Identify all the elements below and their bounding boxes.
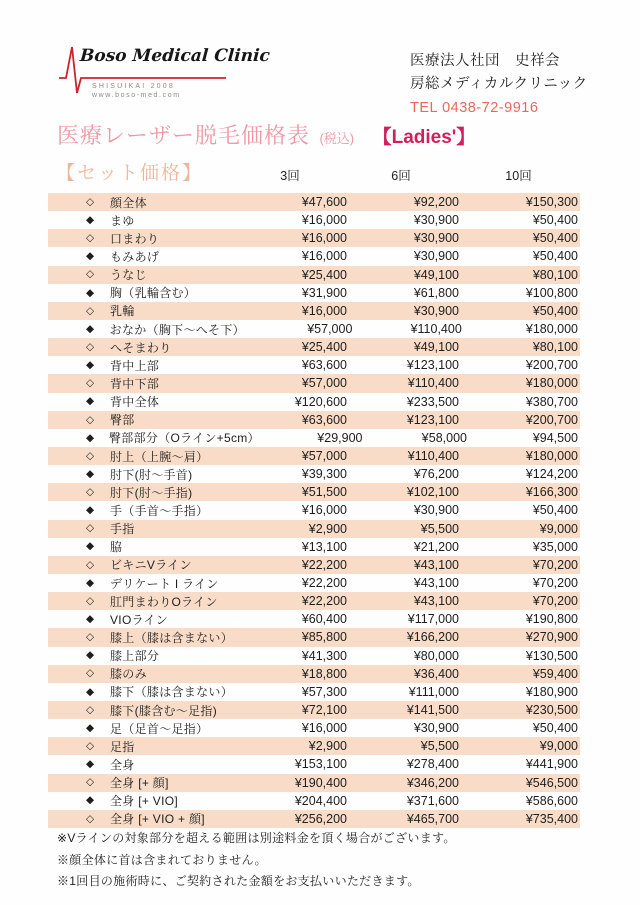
logo-subtitle: SHISUIKAI 2008	[92, 83, 175, 90]
diamond-bullet-icon: ◆	[86, 721, 95, 734]
body-part-label: VIOライン	[110, 612, 169, 627]
diamond-bullet-icon: ◇	[86, 340, 95, 353]
body-part-label: 背中下部	[110, 376, 160, 391]
price-10times: ¥50,400	[532, 303, 578, 318]
price-3times: ¥41,300	[301, 648, 347, 663]
footnotes	[57, 828, 456, 893]
price-6times: ¥43,100	[413, 557, 459, 572]
table-row	[48, 810, 580, 828]
price-3times: ¥16,000	[301, 303, 347, 318]
price-3times: ¥29,900	[317, 430, 363, 445]
table-row	[48, 501, 580, 519]
price-3times: ¥47,600	[301, 195, 347, 210]
price-3times: ¥153,100	[294, 757, 347, 772]
price-6times: ¥117,000	[407, 612, 459, 627]
price-10times: ¥200,700	[525, 358, 578, 373]
price-3times: ¥13,100	[301, 539, 347, 554]
page-title	[57, 119, 475, 150]
price-6times: ¥110,400	[410, 322, 462, 337]
table-row	[48, 647, 580, 665]
footnote-line: ※顔全体に首は含まれておりません。	[57, 852, 267, 867]
table-row	[48, 755, 580, 773]
diamond-bullet-icon: ◇	[86, 776, 95, 789]
table-row	[48, 610, 580, 628]
diamond-bullet-icon: ◆	[86, 250, 95, 263]
price-10times: ¥124,200	[525, 467, 578, 482]
price-10times: ¥70,200	[532, 557, 578, 572]
body-part-label: 肘上（上腕～肩）	[110, 449, 209, 464]
table-row	[48, 302, 580, 320]
body-part-label: 全身	[110, 757, 135, 772]
diamond-bullet-icon: ◆	[86, 286, 95, 299]
price-10times: ¥100,800	[525, 285, 578, 300]
table-row	[48, 792, 580, 810]
price-3times: ¥256,200	[294, 811, 347, 826]
diamond-bullet-icon: ◇	[86, 631, 95, 644]
price-10times: ¥546,500	[525, 775, 578, 790]
table-row	[48, 774, 580, 792]
price-3times: ¥16,000	[301, 503, 347, 518]
table-row	[48, 229, 580, 247]
table-row	[48, 411, 580, 429]
price-6times: ¥30,900	[413, 231, 459, 246]
table-row	[48, 393, 580, 411]
price-table	[48, 163, 580, 828]
price-6times: ¥30,900	[413, 503, 459, 518]
logo-clinic-name: Boso Medical Clinic	[79, 46, 271, 66]
body-part-label: 膝下(膝含む～足指)	[110, 703, 217, 718]
price-6times: ¥76,200	[413, 467, 459, 482]
diamond-bullet-icon: ◇	[86, 594, 95, 607]
table-row	[48, 520, 580, 538]
price-3times: ¥63,600	[301, 358, 347, 373]
price-3times: ¥16,000	[301, 249, 347, 264]
price-10times: ¥180,900	[525, 684, 578, 699]
price-10times: ¥200,700	[525, 412, 578, 427]
diamond-bullet-icon: ◇	[86, 812, 95, 825]
table-row	[48, 592, 580, 610]
diamond-bullet-icon: ◆	[86, 649, 95, 662]
body-part-label: 背中上部	[110, 358, 160, 373]
body-part-label: もみあげ	[110, 249, 160, 264]
table-row	[48, 284, 580, 302]
body-part-label: へそまわり	[110, 340, 172, 355]
price-3times: ¥22,200	[301, 576, 347, 591]
table-row	[48, 356, 580, 374]
diamond-bullet-icon: ◇	[86, 449, 95, 462]
price-3times: ¥60,400	[301, 612, 347, 627]
price-6times: ¥141,500	[406, 703, 459, 717]
price-10times: ¥180,000	[525, 322, 579, 337]
price-10times: ¥735,400	[525, 811, 578, 826]
body-part-label: デリケート I ライン	[110, 576, 219, 591]
diamond-bullet-icon: ◆	[86, 504, 95, 517]
price-10times: ¥270,900	[525, 630, 578, 645]
body-part-label: 膝上部分	[110, 649, 160, 664]
price-10times: ¥190,800	[525, 612, 578, 627]
price-6times: ¥278,400	[406, 757, 459, 772]
price-10times: ¥50,400	[532, 249, 578, 264]
price-3times: ¥18,800	[301, 666, 347, 681]
price-6times: ¥346,200	[406, 775, 459, 790]
table-row	[48, 665, 580, 683]
body-part-label: 全身 [+ VIO + 顔]	[110, 812, 205, 827]
column-header-6times: 6回	[391, 169, 411, 183]
table-row	[48, 683, 580, 701]
diamond-bullet-icon: ◇	[86, 195, 95, 208]
table-row	[48, 374, 580, 392]
price-10times: ¥180,000	[525, 449, 578, 464]
body-part-label: まゆ	[110, 213, 135, 228]
table-row	[48, 211, 580, 229]
price-6times: ¥5,500	[420, 739, 459, 754]
price-6times: ¥61,800	[413, 285, 459, 300]
price-3times: ¥2,900	[308, 739, 347, 754]
body-part-label: 臀部部分（Oライン+5cm）	[109, 431, 260, 446]
price-10times: ¥9,000	[539, 739, 578, 754]
price-3times: ¥51,500	[301, 485, 347, 500]
price-6times: ¥30,900	[413, 213, 459, 228]
price-10times: ¥586,600	[525, 793, 578, 808]
price-6times: ¥110,400	[407, 449, 459, 464]
price-10times: ¥380,700	[525, 394, 578, 409]
body-part-label: 臀部	[110, 413, 135, 428]
table-body	[48, 193, 580, 828]
column-header-10times: 10回	[505, 169, 532, 183]
diamond-bullet-icon: ◇	[86, 558, 95, 571]
price-6times: ¥43,100	[413, 594, 459, 609]
price-3times: ¥22,200	[301, 557, 347, 572]
table-row	[48, 429, 580, 447]
price-3times: ¥72,100	[301, 703, 347, 717]
body-part-label: 全身 [+ VIO]	[110, 794, 179, 809]
logo-website: www.boso-med.com	[92, 92, 181, 99]
price-10times: ¥94,500	[532, 430, 579, 445]
price-3times: ¥57,000	[301, 376, 347, 391]
price-6times: ¥233,500	[406, 394, 459, 409]
diamond-bullet-icon: ◇	[86, 304, 95, 317]
table-row	[48, 447, 580, 465]
table-row	[48, 556, 580, 574]
price-3times: ¥57,000	[301, 449, 347, 464]
price-3times: ¥25,400	[301, 340, 347, 355]
price-10times: ¥50,400	[532, 721, 578, 736]
price-6times: ¥80,000	[413, 648, 459, 663]
price-6times: ¥123,100	[406, 358, 459, 373]
table-row	[48, 538, 580, 556]
price-6times: ¥30,900	[413, 249, 459, 264]
table-row	[48, 483, 580, 501]
price-6times: ¥49,100	[413, 340, 459, 355]
title-main: 医療レーザー脱毛価格表	[57, 123, 311, 148]
body-part-label: 脇	[110, 540, 123, 555]
price-10times: ¥130,500	[525, 648, 578, 663]
table-row	[48, 338, 580, 356]
price-6times: ¥166,200	[406, 630, 459, 645]
price-6times: ¥92,200	[413, 195, 459, 210]
price-3times: ¥39,300	[301, 467, 347, 482]
price-10times: ¥59,400	[532, 666, 578, 681]
column-header-3times: 3回	[280, 169, 300, 183]
body-part-label: 足指	[110, 739, 135, 754]
diamond-bullet-icon: ◆	[86, 213, 95, 226]
table-row	[48, 701, 580, 719]
body-part-label: 顔全体	[110, 195, 147, 210]
body-part-label: 肘下(肘～手首)	[110, 467, 193, 482]
diamond-bullet-icon: ◇	[86, 486, 95, 499]
body-part-label: 背中全体	[110, 395, 160, 410]
price-3times: ¥16,000	[301, 721, 347, 736]
diamond-bullet-icon: ◇	[86, 522, 95, 535]
telephone-number: TEL 0438-72-9916	[410, 100, 539, 116]
footnote-line: ※Vラインの対象部分を超える範囲は別途料金を頂く場合がございます。	[57, 831, 456, 845]
diamond-bullet-icon: ◆	[86, 576, 95, 589]
price-10times: ¥70,200	[532, 594, 578, 609]
table-row	[48, 737, 580, 755]
price-3times: ¥25,400	[301, 267, 347, 282]
diamond-bullet-icon: ◆	[86, 613, 95, 626]
diamond-bullet-icon: ◇	[86, 232, 95, 245]
clinic-name: 房総メディカルクリニック	[410, 76, 588, 92]
body-part-label: 口まわり	[110, 231, 160, 246]
diamond-bullet-icon: ◇	[86, 377, 95, 390]
price-3times: ¥120,600	[294, 394, 347, 409]
price-10times: ¥150,300	[525, 195, 578, 210]
body-part-label: ビキニVライン	[110, 558, 192, 573]
price-10times: ¥50,400	[532, 503, 578, 518]
body-part-label: うなじ	[110, 268, 147, 283]
price-6times: ¥43,100	[413, 576, 459, 591]
diamond-bullet-icon: ◆	[86, 685, 95, 698]
diamond-bullet-icon: ◇	[86, 703, 95, 716]
price-10times: ¥35,000	[532, 539, 578, 554]
section-title: 【セット価格】	[56, 163, 204, 184]
diamond-bullet-icon: ◆	[86, 431, 95, 444]
organization-block	[410, 50, 588, 120]
table-row	[48, 247, 580, 265]
body-part-label: 乳輪	[110, 304, 135, 319]
price-3times: ¥31,900	[301, 285, 347, 300]
price-10times: ¥50,400	[532, 213, 578, 228]
price-6times: ¥5,500	[420, 521, 459, 536]
price-6times: ¥465,700	[406, 811, 459, 826]
price-3times: ¥204,400	[294, 793, 347, 808]
price-6times: ¥110,400	[407, 376, 459, 391]
organization-name: 医療法人社団 史祥会	[410, 53, 560, 69]
body-part-label: 全身 [+ 顔]	[110, 776, 169, 791]
body-part-label: 手指	[110, 522, 135, 537]
price-6times: ¥36,400	[413, 666, 459, 681]
price-10times: ¥9,000	[539, 521, 578, 536]
diamond-bullet-icon: ◆	[86, 322, 95, 335]
price-10times: ¥50,400	[532, 231, 578, 246]
table-row	[48, 465, 580, 483]
table-row	[48, 193, 580, 211]
diamond-bullet-icon: ◆	[86, 540, 95, 553]
diamond-bullet-icon: ◇	[86, 667, 95, 680]
price-6times: ¥123,100	[406, 412, 459, 427]
body-part-label: おなか（胸下～へそ下）	[109, 322, 245, 337]
title-audience: 【Ladies'】	[372, 127, 476, 148]
price-6times: ¥49,100	[413, 267, 459, 282]
diamond-bullet-icon: ◆	[86, 359, 95, 372]
diamond-bullet-icon: ◆	[86, 794, 95, 807]
price-3times: ¥16,000	[301, 231, 347, 246]
price-10times: ¥80,100	[532, 267, 578, 282]
diamond-bullet-icon: ◇	[86, 413, 95, 426]
price-10times: ¥230,500	[525, 703, 578, 717]
clinic-logo	[58, 44, 271, 102]
price-3times: ¥85,800	[301, 630, 347, 645]
title-tax-note: (税込)	[319, 131, 355, 146]
price-3times: ¥63,600	[301, 412, 347, 427]
body-part-label: 膝のみ	[110, 667, 147, 682]
diamond-bullet-icon: ◇	[86, 268, 95, 281]
table-row	[48, 574, 580, 592]
body-part-label: 肘下(肘～手指)	[110, 485, 193, 500]
body-part-label: 手（手首～手指）	[110, 503, 209, 518]
price-6times: ¥30,900	[413, 303, 459, 318]
diamond-bullet-icon: ◆	[86, 758, 95, 771]
diamond-bullet-icon: ◆	[86, 467, 95, 480]
diamond-bullet-icon: ◇	[86, 740, 95, 753]
table-row	[48, 266, 580, 284]
body-part-label: 膝上（膝は含まない）	[110, 630, 234, 645]
price-6times: ¥30,900	[413, 721, 459, 736]
body-part-label: 胸（乳輪含む）	[110, 286, 197, 301]
price-6times: ¥111,000	[408, 684, 459, 699]
price-6times: ¥21,200	[413, 539, 459, 554]
price-3times: ¥57,000	[307, 322, 353, 337]
price-6times: ¥58,000	[421, 430, 467, 445]
footnote-line: ※1回目の施術時に、ご契約された金額をお支払いいただきます。	[57, 874, 420, 888]
price-10times: ¥180,000	[525, 376, 578, 391]
table-row	[48, 719, 580, 737]
body-part-label: 膝下（膝は含まない）	[110, 685, 234, 700]
price-3times: ¥16,000	[301, 213, 347, 228]
price-3times: ¥57,300	[301, 684, 347, 699]
price-10times: ¥441,900	[525, 757, 578, 772]
diamond-bullet-icon: ◆	[86, 395, 95, 408]
table-row	[48, 628, 580, 646]
price-3times: ¥22,200	[301, 594, 347, 609]
table-row	[48, 320, 580, 338]
price-3times: ¥2,900	[308, 521, 347, 536]
price-10times: ¥80,100	[532, 340, 578, 355]
price-10times: ¥70,200	[532, 576, 578, 591]
body-part-label: 肛門まわりOライン	[110, 594, 218, 609]
price-10times: ¥166,300	[525, 485, 578, 500]
price-6times: ¥102,100	[406, 485, 459, 500]
price-3times: ¥190,400	[294, 775, 347, 790]
table-header	[48, 163, 580, 193]
price-6times: ¥371,600	[406, 793, 459, 808]
body-part-label: 足（足首～足指）	[110, 721, 209, 736]
